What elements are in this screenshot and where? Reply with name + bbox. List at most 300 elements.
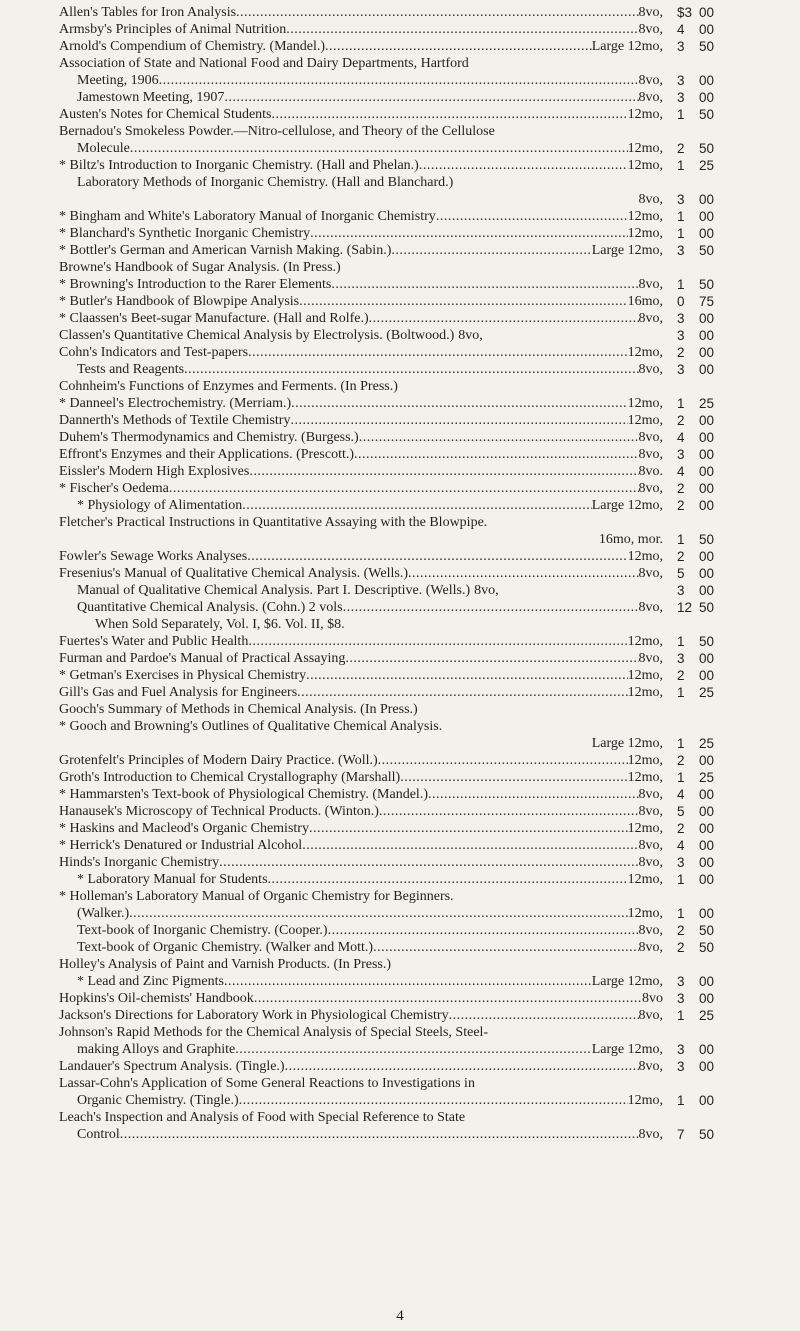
price-cents: 00 <box>699 73 715 88</box>
entry-price <box>677 344 714 361</box>
entry-text <box>77 599 663 616</box>
price-cents: 00 <box>699 821 715 836</box>
entry-text <box>59 769 663 786</box>
price-cents: 00 <box>699 5 715 20</box>
entry-price <box>677 395 714 412</box>
entry-text <box>592 735 663 752</box>
entry-title: Tests and Reagents <box>77 362 185 377</box>
entry-text <box>59 242 663 259</box>
entry-price <box>677 1007 714 1024</box>
entry-format: 8vo, <box>474 583 499 598</box>
price-cents: 25 <box>699 736 715 751</box>
entry-text <box>59 259 341 276</box>
entry-format: 8vo, <box>638 1008 663 1023</box>
price-dollars: 3 <box>677 90 685 105</box>
dot-leader <box>391 242 591 259</box>
entry-price <box>677 905 714 922</box>
dot-leader <box>436 208 628 225</box>
entry-format: 8vo, <box>638 90 663 105</box>
catalog-entry <box>0 582 800 599</box>
catalog-entry <box>0 344 800 361</box>
dot-leader <box>378 752 628 769</box>
entry-format: Large 12mo, <box>591 243 663 258</box>
dot-leader <box>286 21 638 38</box>
entry-title: Quantitative Chemical Analysis. (Cohn.) 2 vols <box>77 600 343 615</box>
price-cents: 00 <box>699 22 715 37</box>
entry-format: 12mo, <box>627 209 663 224</box>
catalog-entry <box>0 871 800 888</box>
entry-text <box>59 718 442 735</box>
catalog-entry <box>0 293 800 310</box>
price-dollars: 5 <box>677 566 685 581</box>
dot-leader <box>248 344 628 361</box>
entry-price <box>677 650 714 667</box>
price-cents: 00 <box>699 328 715 343</box>
entry-price <box>677 531 714 548</box>
price-cents: 00 <box>699 464 715 479</box>
price-cents: 25 <box>699 770 715 785</box>
entry-text <box>59 1075 475 1092</box>
catalog-entry <box>0 157 800 174</box>
entry-title: Classen's Quantitative Chemical Analysis by Electrolysis. (Boltwood.) <box>59 328 455 343</box>
price-cents: 00 <box>699 481 715 496</box>
dot-leader <box>325 38 592 55</box>
dot-leader <box>129 905 627 922</box>
price-dollars: 2 <box>677 549 685 564</box>
entry-title: Organic Chemistry. (Tingle.) <box>77 1093 239 1108</box>
catalog-entry <box>0 616 800 633</box>
entry-price <box>677 191 714 208</box>
entry-text <box>59 633 663 650</box>
entry-text <box>59 837 663 854</box>
entry-price <box>677 157 714 174</box>
catalog-entry <box>0 531 800 548</box>
entry-format: 8vo, <box>458 328 483 343</box>
entry-text <box>59 1024 488 1041</box>
entry-text <box>77 72 663 89</box>
price-dollars: 3 <box>677 991 685 1006</box>
entry-text <box>59 701 418 718</box>
entry-format: 16mo, <box>627 294 663 309</box>
entry-format: Large 12mo, <box>591 39 663 54</box>
entry-title: Effront's Enzymes and their Applications. (Prescott.) <box>59 447 355 462</box>
entry-price <box>677 242 714 259</box>
price-cents: 25 <box>699 685 715 700</box>
price-cents: 00 <box>699 447 715 462</box>
dot-leader <box>449 1007 639 1024</box>
entry-price <box>677 973 714 990</box>
entry-format: 8vo, <box>638 1127 663 1142</box>
entry-format: Large 12mo, <box>591 974 663 989</box>
entry-text <box>59 803 663 820</box>
entry-title: Cohnheim's Functions of Enzymes and Ferments. (In Press.) <box>59 379 398 394</box>
entry-price <box>677 871 714 888</box>
entry-text <box>77 361 663 378</box>
entry-format: 8vo, <box>638 362 663 377</box>
entry-text <box>59 310 663 327</box>
dot-leader <box>419 157 628 174</box>
price-cents: 00 <box>699 566 715 581</box>
catalog-entry <box>0 1075 800 1092</box>
price-dollars: 1 <box>677 107 685 122</box>
entry-format: 8vo, <box>638 22 663 37</box>
entry-format: Large 12mo, <box>591 736 663 751</box>
entry-price <box>677 225 714 242</box>
entry-text <box>59 1007 663 1024</box>
catalog-entry <box>0 140 800 157</box>
entry-price <box>677 276 714 293</box>
catalog-entry <box>0 786 800 803</box>
price-cents: 50 <box>699 141 715 156</box>
entry-text <box>59 208 663 225</box>
price-cents: 00 <box>699 1042 715 1057</box>
catalog-entry <box>0 310 800 327</box>
entry-title: When Sold Separately, Vol. I, $6. Vol. II, $8. <box>95 617 345 632</box>
entry-title: Manual of Qualitative Chemical Analysis. Part I. Descriptive. (Wells.) <box>77 583 471 598</box>
dot-leader <box>302 837 638 854</box>
entry-text <box>59 752 663 769</box>
catalog-entry <box>0 1109 800 1126</box>
entry-price <box>677 361 714 378</box>
price-cents: 00 <box>699 192 715 207</box>
price-cents: 00 <box>699 226 715 241</box>
dot-leader <box>290 412 627 429</box>
entry-price <box>677 1058 714 1075</box>
price-dollars: 2 <box>677 345 685 360</box>
catalog-entry <box>0 956 800 973</box>
entry-text <box>59 395 663 412</box>
entry-format: 8vo, <box>638 940 663 955</box>
price-cents: 00 <box>699 906 715 921</box>
price-cents: 00 <box>699 804 715 819</box>
price-dollars: 1 <box>677 770 685 785</box>
entry-text <box>59 548 663 565</box>
entry-title: * Claassen's Beet-sugar Manufacture. (Hall and Rolfe.) <box>59 311 369 326</box>
entry-text <box>59 429 663 446</box>
entry-title: Duhem's Thermodynamics and Chemistry. (Burgess.) <box>59 430 359 445</box>
entry-title: * Laboratory Manual for Students <box>77 872 268 887</box>
entry-title: Association of State and National Food and Dairy Departments, Hartford <box>59 56 469 71</box>
entry-format: 8vo, <box>638 651 663 666</box>
entry-price <box>677 4 714 21</box>
catalog-entry <box>0 276 800 293</box>
price-dollars: 3 <box>677 447 685 462</box>
entry-text <box>59 1109 465 1126</box>
catalog-entry <box>0 191 800 208</box>
catalog-entry <box>0 718 800 735</box>
entry-price <box>677 752 714 769</box>
entry-title: Austen's Notes for Chemical Students <box>59 107 272 122</box>
price-dollars: 2 <box>677 753 685 768</box>
entry-text <box>59 854 663 871</box>
dot-leader <box>224 89 638 106</box>
catalog-entry <box>0 803 800 820</box>
price-dollars: 1 <box>677 226 685 241</box>
entry-price <box>677 497 714 514</box>
price-dollars: 7 <box>677 1127 685 1142</box>
entry-format: 8vo, <box>638 192 663 207</box>
entry-format: 8vo, <box>638 600 663 615</box>
entry-text <box>77 582 663 599</box>
catalog-entry <box>0 89 800 106</box>
entry-format: 8vo, <box>638 73 663 88</box>
entry-format: 12mo, <box>627 906 663 921</box>
entry-price <box>677 429 714 446</box>
dot-leader <box>239 1092 628 1109</box>
entry-text <box>59 106 663 123</box>
entry-text <box>59 276 663 293</box>
entry-title: Hanausek's Microscopy of Technical Products. (Winton.) <box>59 804 379 819</box>
entry-title: Arnold's Compendium of Chemistry. (Mandel.) <box>59 39 326 54</box>
entry-title: * Butler's Handbook of Blowpipe Analysis <box>59 294 300 309</box>
entry-price <box>677 208 714 225</box>
catalog-entry <box>0 21 800 38</box>
dot-leader <box>272 106 628 123</box>
catalog-entry <box>0 55 800 72</box>
price-cents: 50 <box>699 634 715 649</box>
price-dollars: 12 <box>677 600 693 615</box>
entry-price <box>677 684 714 701</box>
entry-format: 12mo, <box>627 685 663 700</box>
price-cents: 50 <box>699 600 715 615</box>
price-cents: 25 <box>699 1008 715 1023</box>
catalog-entry <box>0 446 800 463</box>
entry-title: Landauer's Spectrum Analysis. (Tingle.) <box>59 1059 285 1074</box>
entry-format: 12mo, <box>627 634 663 649</box>
entry-price <box>677 803 714 820</box>
catalog-entry <box>0 1092 800 1109</box>
price-dollars: 3 <box>677 39 685 54</box>
entry-price <box>677 582 714 599</box>
catalog-entry <box>0 939 800 956</box>
entry-title: * Physiology of Alimentation <box>77 498 243 513</box>
entry-text <box>77 1041 663 1058</box>
catalog-entry <box>0 922 800 939</box>
entry-title: Molecule <box>77 141 130 156</box>
entry-text <box>639 191 664 208</box>
entry-text <box>59 990 663 1007</box>
entry-text <box>77 871 663 888</box>
entry-price <box>677 140 714 157</box>
entry-title: * Gooch and Browning's Outlines of Qualitative Chemical Analysis. <box>59 719 443 734</box>
dot-leader <box>297 684 627 701</box>
price-dollars: 1 <box>677 736 685 751</box>
catalog-entry <box>0 480 800 497</box>
dot-leader <box>310 225 628 242</box>
entry-format: 12mo, <box>627 872 663 887</box>
entry-title: * Bingham and White's Laboratory Manual of Inorganic Chemistry <box>59 209 436 224</box>
price-dollars: 1 <box>677 277 685 292</box>
price-dollars: 2 <box>677 481 685 496</box>
dot-leader <box>249 463 638 480</box>
entry-title: * Browning's Introduction to the Rarer Elements <box>59 277 332 292</box>
entry-text <box>59 480 663 497</box>
price-cents: 00 <box>699 991 715 1006</box>
entry-title: * Holleman's Laboratory Manual of Organic Chemistry for Beginners. <box>59 889 454 904</box>
entry-text <box>59 412 663 429</box>
price-cents: 50 <box>699 107 715 122</box>
price-cents: 50 <box>699 923 715 938</box>
entry-title: * Danneel's Electrochemistry. (Merriam.) <box>59 396 292 411</box>
entry-price <box>677 939 714 956</box>
dot-leader <box>331 276 638 293</box>
entry-title: Eissler's Modern High Explosives <box>59 464 250 479</box>
entry-title: Gill's Gas and Fuel Analysis for Engineers <box>59 685 298 700</box>
price-dollars: 1 <box>677 1093 685 1108</box>
entry-text <box>599 531 663 548</box>
entry-text <box>59 888 454 905</box>
dot-leader <box>299 293 627 310</box>
entry-text <box>59 514 487 531</box>
price-dollars: 2 <box>677 141 685 156</box>
price-cents: 00 <box>699 668 715 683</box>
entry-format: 8vo, <box>638 855 663 870</box>
price-dollars: 3 <box>677 362 685 377</box>
entry-format: 12mo, <box>627 226 663 241</box>
price-cents: 00 <box>699 651 715 666</box>
catalog-entry <box>0 208 800 225</box>
price-dollars: $3 <box>677 5 693 20</box>
catalog-entry <box>0 225 800 242</box>
catalog-entry <box>0 174 800 191</box>
entry-format: 12mo, <box>627 770 663 785</box>
entry-text <box>59 293 663 310</box>
catalog-entry <box>0 106 800 123</box>
entry-text <box>59 344 663 361</box>
entry-title: Fresenius's Manual of Qualitative Chemical Analysis. (Wells.) <box>59 566 408 581</box>
entry-title: Furman and Pardoe's Manual of Practical Assaying <box>59 651 346 666</box>
price-cents: 00 <box>699 345 715 360</box>
entry-price <box>677 565 714 582</box>
entry-format: 8vo <box>642 991 663 1006</box>
catalog-entry <box>0 412 800 429</box>
entry-format: 8vo, <box>638 804 663 819</box>
catalog-entry <box>0 565 800 582</box>
price-dollars: 3 <box>677 328 685 343</box>
entry-price <box>677 990 714 1007</box>
entry-price <box>677 820 714 837</box>
entry-format: Large 12mo, <box>591 498 663 513</box>
price-cents: 00 <box>699 872 715 887</box>
entry-format: 8vo, <box>638 430 663 445</box>
price-cents: 75 <box>699 294 715 309</box>
price-cents: 00 <box>699 838 715 853</box>
price-dollars: 2 <box>677 940 685 955</box>
entry-price <box>677 599 714 616</box>
entry-text <box>59 225 663 242</box>
entry-title: * Biltz's Introduction to Inorganic Chemistry. (Hall and Phelan.) <box>59 158 419 173</box>
dot-leader <box>285 1058 639 1075</box>
entry-text <box>59 684 663 701</box>
entry-title: Johnson's Rapid Methods for the Chemical Analysis of Special Steels, Steel- <box>59 1025 489 1040</box>
entry-text <box>59 378 398 395</box>
catalog-entry <box>0 1024 800 1041</box>
price-cents: 00 <box>699 430 715 445</box>
entry-title: Gooch's Summary of Methods in Chemical Analysis. (In Press.) <box>59 702 418 717</box>
dot-leader <box>359 429 639 446</box>
catalog-entry <box>0 1126 800 1143</box>
dot-leader <box>373 939 638 956</box>
entry-format: 12mo, <box>627 345 663 360</box>
entry-price <box>677 412 714 429</box>
price-dollars: 3 <box>677 583 685 598</box>
entry-title: Fuertes's Water and Public Health <box>59 634 249 649</box>
dot-leader <box>224 973 592 990</box>
entry-price <box>677 1092 714 1109</box>
entry-format: 8vo, <box>638 447 663 462</box>
price-cents: 00 <box>699 549 715 564</box>
entry-title: * Blanchard's Synthetic Inorganic Chemistry <box>59 226 311 241</box>
price-dollars: 4 <box>677 22 685 37</box>
entry-title: Armsby's Principles of Animal Nutrition <box>59 22 287 37</box>
catalog-entry <box>0 633 800 650</box>
catalog-entry <box>0 820 800 837</box>
entry-title: * Fischer's Oedema <box>59 481 169 496</box>
entry-text <box>59 565 663 582</box>
entry-text <box>77 905 663 922</box>
entry-text <box>77 973 663 990</box>
catalog-entry <box>0 1007 800 1024</box>
entry-price <box>677 837 714 854</box>
entry-text <box>59 463 663 480</box>
price-cents: 50 <box>699 243 715 258</box>
price-dollars: 1 <box>677 1008 685 1023</box>
entry-text <box>95 616 345 633</box>
entry-title: Fowler's Sewage Works Analyses <box>59 549 248 564</box>
entry-price <box>677 786 714 803</box>
price-dollars: 1 <box>677 906 685 921</box>
price-cents: 50 <box>699 1127 715 1142</box>
dot-leader <box>219 854 638 871</box>
catalog-entry <box>0 905 800 922</box>
page-number: 4 <box>396 1308 404 1324</box>
catalog-entry <box>0 735 800 752</box>
price-cents: 00 <box>699 855 715 870</box>
price-dollars: 1 <box>677 634 685 649</box>
entry-title: * Lead and Zinc Pigments <box>77 974 224 989</box>
price-dollars: 3 <box>677 974 685 989</box>
entry-text <box>59 55 469 72</box>
catalog-entry <box>0 395 800 412</box>
book-catalog-list <box>0 4 800 1143</box>
price-cents: 00 <box>699 787 715 802</box>
price-cents: 00 <box>699 413 715 428</box>
catalog-entry <box>0 38 800 55</box>
entry-price <box>677 446 714 463</box>
entry-title: Hopkins's Oil-chemists' Handbook <box>59 991 254 1006</box>
entry-price <box>677 293 714 310</box>
price-dollars: 1 <box>677 685 685 700</box>
entry-title: Browne's Handbook of Sugar Analysis. (In Press.) <box>59 260 341 275</box>
entry-text <box>77 1126 663 1143</box>
price-dollars: 3 <box>677 1042 685 1057</box>
price-dollars: 0 <box>677 294 685 309</box>
entry-format: 8vo, <box>638 1059 663 1074</box>
entry-text <box>59 650 663 667</box>
entry-title: Holley's Analysis of Paint and Varnish Products. (In Press.) <box>59 957 392 972</box>
catalog-entry <box>0 4 800 21</box>
entry-text <box>59 786 663 803</box>
price-cents: 00 <box>699 90 715 105</box>
entry-format: 8vo, <box>638 5 663 20</box>
catalog-entry <box>0 361 800 378</box>
catalog-entry <box>0 888 800 905</box>
entry-text <box>59 820 663 837</box>
dot-leader <box>130 140 628 157</box>
entry-format: 16mo, mor. <box>598 532 663 547</box>
dot-leader <box>120 1126 639 1143</box>
catalog-entry <box>0 497 800 514</box>
